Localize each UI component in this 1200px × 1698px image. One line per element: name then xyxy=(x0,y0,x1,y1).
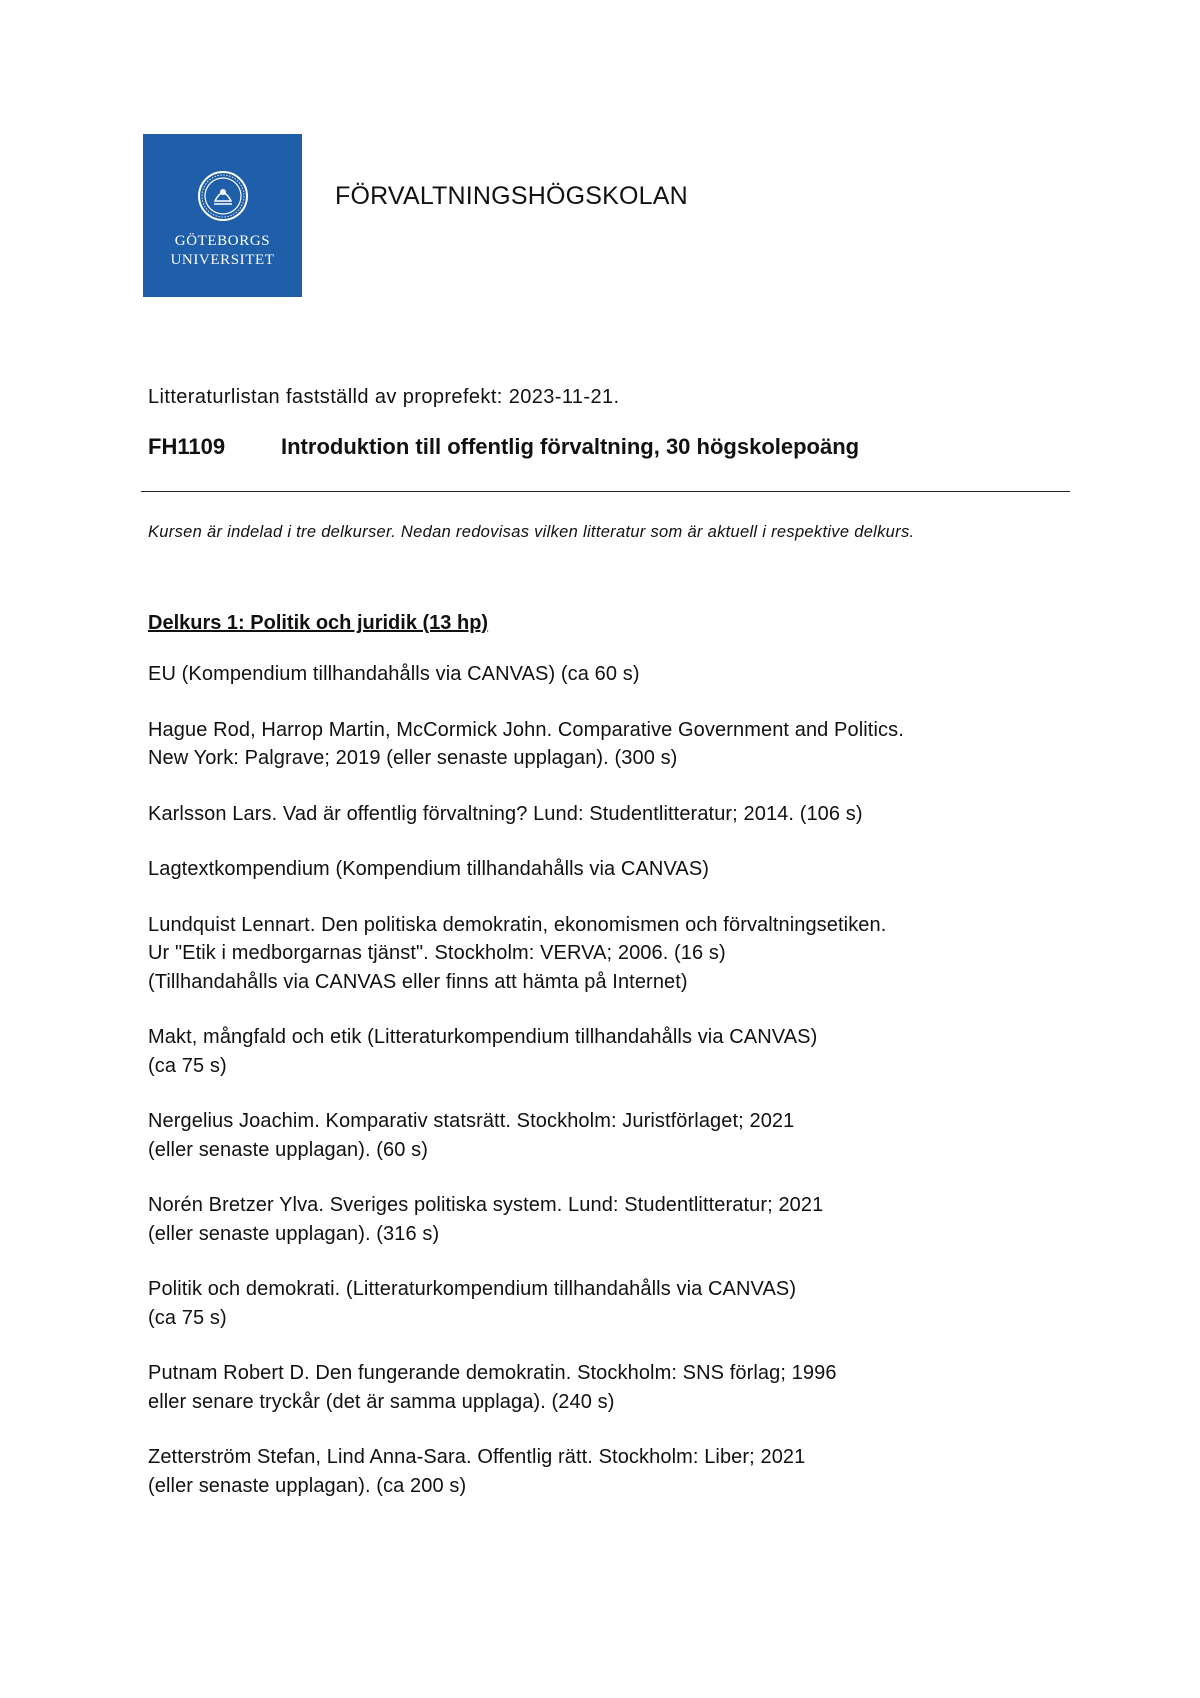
literature-line: Makt, mångfald och etik (Litteraturkompendium tillhandahålls via CANVAS) xyxy=(148,1026,818,1048)
university-logo xyxy=(143,134,302,297)
university-seal-icon xyxy=(197,170,249,222)
literature-line: Ur "Etik i medborgarnas tjänst". Stockholm: VERVA; 2006. (16 s) xyxy=(148,942,726,964)
literature-line: Putnam Robert D. Den fungerande demokratin. Stockholm: SNS förlag; 1996 xyxy=(148,1362,837,1384)
literature-item xyxy=(148,660,1048,689)
logo-text xyxy=(170,232,274,270)
literature-line: Nergelius Joachim. Komparativ statsrätt. Stockholm: Juristförlaget; 2021 xyxy=(148,1110,795,1132)
literature-line: Politik och demokrati. (Litteraturkompendium tillhandahålls via CANVAS) xyxy=(148,1278,797,1300)
literature-item xyxy=(148,1107,1048,1164)
literature-line: EU (Kompendium tillhandahålls via CANVAS) (ca 60 s) xyxy=(148,663,640,685)
literature-line: (eller senaste upplagan). (60 s) xyxy=(148,1138,429,1161)
literature-item xyxy=(148,1191,1048,1248)
divider xyxy=(141,491,1070,492)
course-code: FH1109 xyxy=(148,434,226,459)
literature-list xyxy=(148,660,1048,1527)
logo-line-2: UNIVERSITET xyxy=(170,252,275,268)
literature-item xyxy=(148,855,1048,884)
literature-line: (Tillhandahålls via CANVAS eller finns att hämta på Internet) xyxy=(148,970,688,993)
literature-line: Lagtextkompendium (Kompendium tillhandahålls via CANVAS) xyxy=(148,858,710,880)
logo-line-1: GÖTEBORGS xyxy=(174,233,271,249)
literature-item xyxy=(148,911,1048,997)
literature-line: (ca 75 s) xyxy=(148,1306,227,1329)
literature-line: (eller senaste upplagan). (ca 200 s) xyxy=(148,1474,467,1497)
literature-item xyxy=(148,716,1048,773)
literature-line: Hague Rod, Harrop Martin, McCormick John. Comparative Government and Politics. xyxy=(148,718,904,741)
intro-text: Kursen är indelad i tre delkurser. Nedan redovisas vilken litteratur som är aktuell i respektive delkurs. xyxy=(148,523,915,541)
literature-item xyxy=(148,1023,1048,1080)
literature-line: Zetterström Stefan, Lind Anna-Sara. Offentlig rätt. Stockholm: Liber; 2021 xyxy=(148,1446,806,1468)
section-heading: Delkurs 1: Politik och juridik (13 hp) xyxy=(148,612,489,634)
literature-line: Lundquist Lennart. Den politiska demokratin, ekonomismen och förvaltningsetiken. xyxy=(148,913,887,936)
literature-item xyxy=(148,1443,1048,1500)
literature-item xyxy=(148,1275,1048,1332)
literature-line: Karlsson Lars. Vad är offentlig förvaltning? Lund: Studentlitteratur; 2014. (106 s) xyxy=(148,802,863,825)
literature-item xyxy=(148,1359,1048,1416)
literature-line: (eller senaste upplagan). (316 s) xyxy=(148,1222,440,1245)
literature-line: New York: Palgrave; 2019 (eller senaste upplagan). (300 s) xyxy=(148,747,678,769)
course-title: Introduktion till offentlig förvaltning, 30 högskolepoäng xyxy=(281,434,860,459)
literature-line: eller senare tryckår (det är samma upplaga). (240 s) xyxy=(148,1390,615,1413)
faculty-name: FÖRVALTNINGSHÖGSKOLAN xyxy=(335,182,688,210)
literature-item xyxy=(148,800,1048,829)
literature-line: Norén Bretzer Ylva. Sveriges politiska system. Lund: Studentlitteratur; 2021 xyxy=(148,1194,824,1216)
established-note: Litteraturlistan fastställd av proprefekt: 2023-11-21. xyxy=(148,386,620,408)
literature-line: (ca 75 s) xyxy=(148,1054,227,1077)
